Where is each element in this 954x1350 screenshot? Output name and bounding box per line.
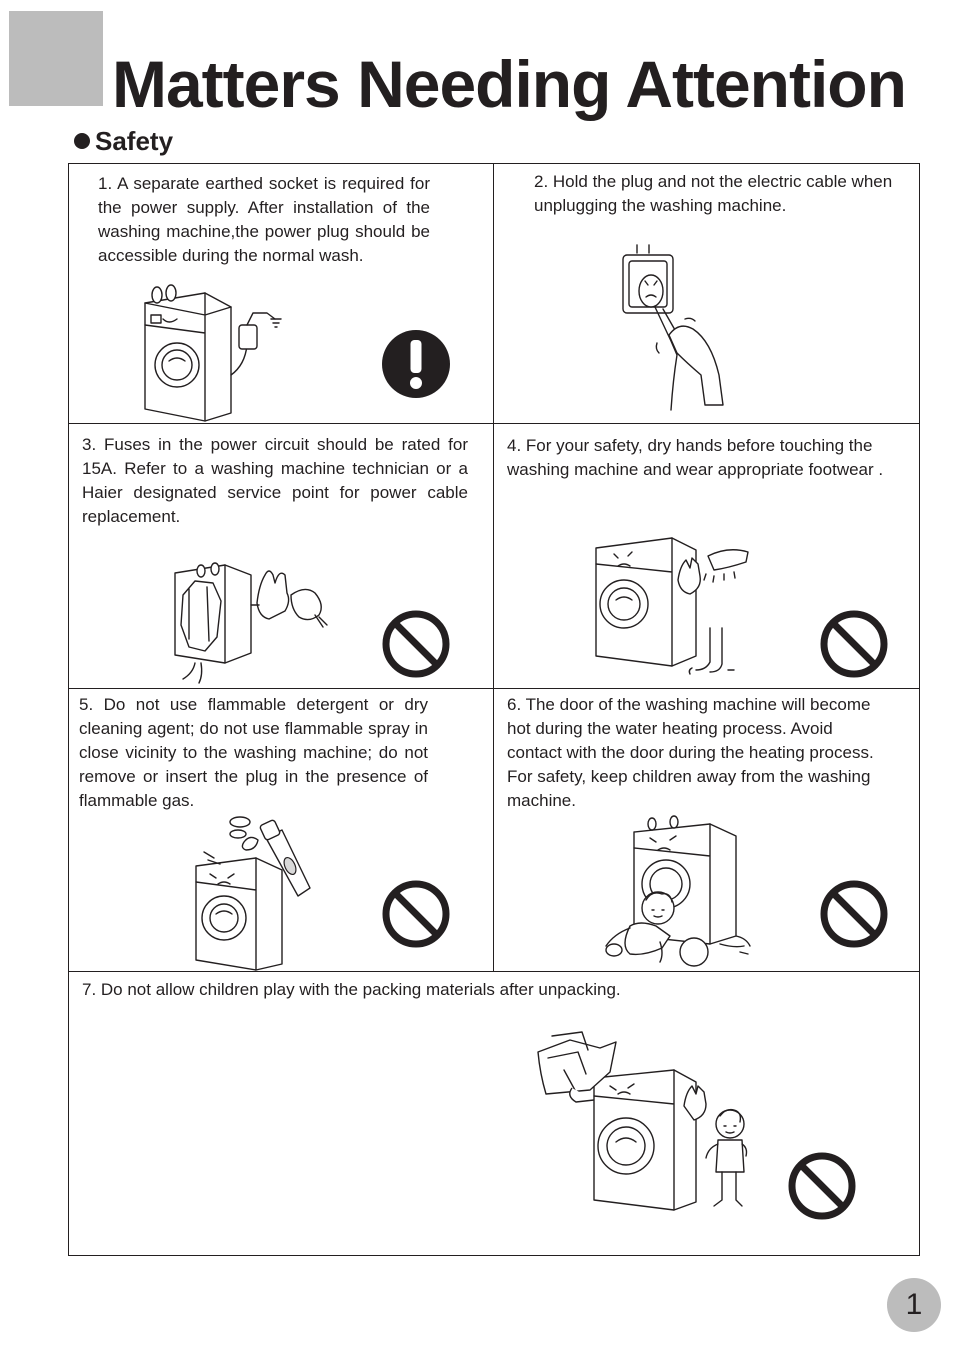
section-heading: [74, 124, 173, 158]
plug-character-illustration: [165, 555, 335, 685]
packing-materials-illustration: [530, 1030, 755, 1215]
header-grey-block: [9, 11, 103, 106]
safety-item-5-text: 5. Do not use flammable detergent or dry cleaning agent; do not use flammable spray in close vicinity to the washing machine; do not remove or insert the plug in the presence of flammable gas.: [79, 695, 428, 810]
safety-item-2-text: 2. Hold the plug and not the electric cable when unplugging the washing machine.: [534, 172, 893, 215]
hand-unplugging-illustration: [615, 245, 735, 415]
prohibition-icon: [380, 878, 452, 950]
washing-machine-socket-illustration: [135, 285, 295, 425]
safety-item-7-text: 7. Do not allow children play with the packing materials after unpacking.: [82, 980, 621, 999]
page-number: 1: [905, 1288, 923, 1321]
section-heading-label: Safety: [95, 126, 174, 156]
prohibition-icon: [818, 878, 890, 950]
prohibition-icon: [380, 608, 452, 680]
prohibition-icon: [818, 608, 890, 680]
page-number-badge: [887, 1278, 941, 1332]
page-title: Matters Needing Attention: [112, 47, 906, 121]
safety-item-3-text: 3. Fuses in the power circuit should be rated for 15A. Refer to a washing machine technician or a Haier designated service point for power cable replacement.: [82, 435, 468, 526]
table-divider: [68, 688, 920, 689]
safety-item-6-text: 6. The door of the washing machine will become hot during the water heating process. Avoid contact with the door during the heating process. For safety, keep children away from the washing machine.: [507, 695, 874, 810]
bullet-icon: [74, 133, 90, 149]
safety-item-1-text: 1. A separate earthed socket is required for the power supply. After installation of the washing machine,the power plug should be accessible during the normal wash.: [98, 174, 430, 265]
child-near-door-illustration: [600, 818, 760, 968]
prohibition-icon: [786, 1150, 858, 1222]
warning-exclamation-icon: [381, 329, 451, 399]
safety-item-4-text: 4. For your safety, dry hands before touching the washing machine and wear appropriate footwear .: [507, 436, 884, 479]
wet-hands-illustration: [588, 528, 758, 678]
flammable-spray-illustration: [190, 808, 325, 973]
table-divider: [493, 163, 494, 971]
